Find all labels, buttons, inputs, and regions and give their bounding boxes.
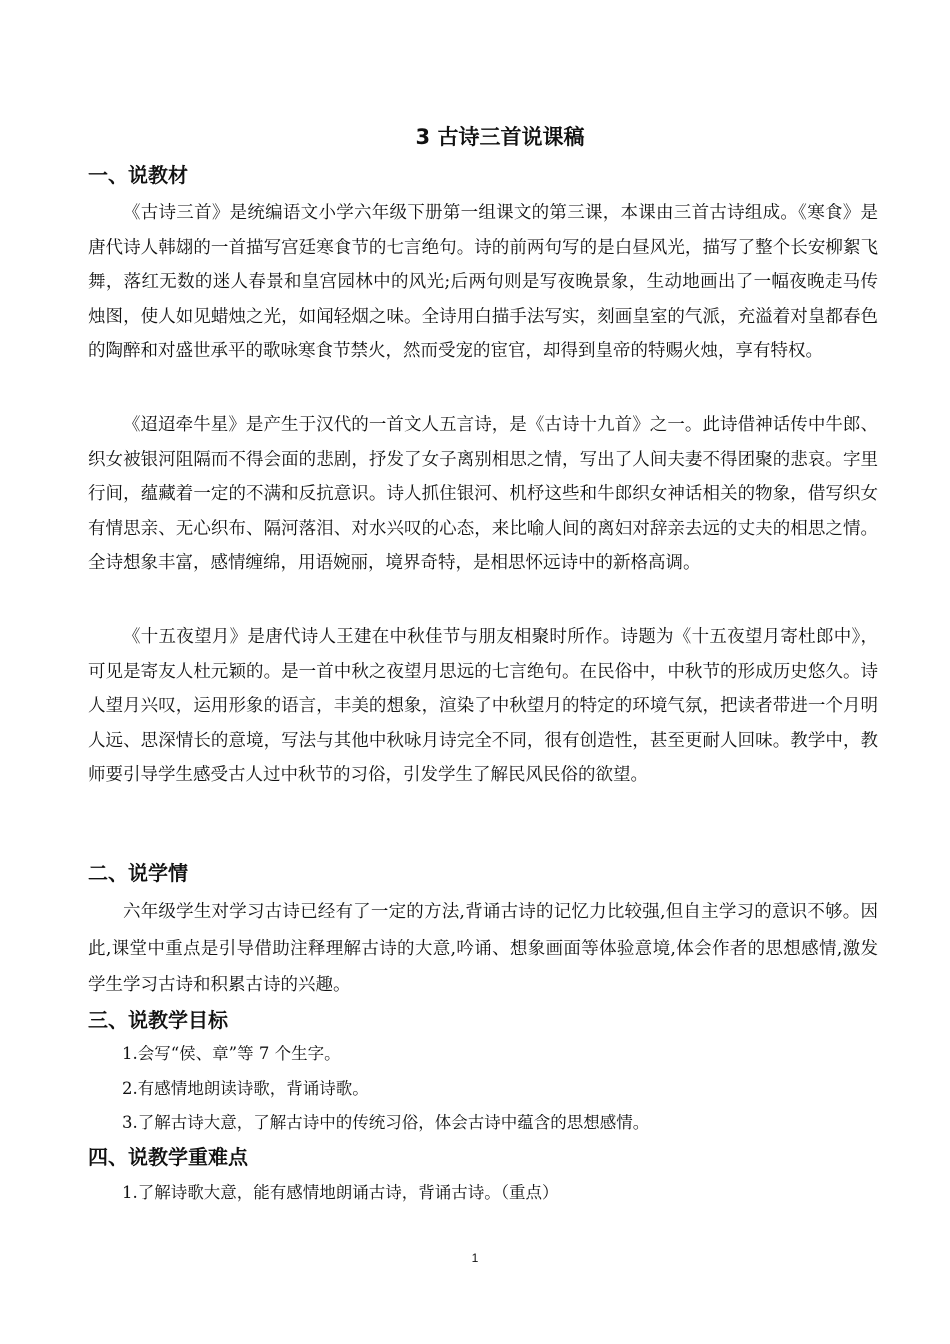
section-heading-key-points: 四、说教学重难点 bbox=[88, 1145, 248, 1169]
section-heading-students: 二、说学情 bbox=[88, 861, 188, 885]
page-number: 1 bbox=[471, 1251, 479, 1265]
paragraph-shiwuye: 《十五夜望月》是唐代诗人王建在中秋佳节与朋友相聚时所作。诗题为《十五夜望月寄杜郎中》，可见是寄友人杜元颖的。是一首中秋之夜望月思远的七言绝句。在民俗中，中秋节的形成历史悠久。诗人望月兴叹，运用形象的语言，丰美的想象，渲染了中秋望月的特定的环境气氛，把读者带进一个月明人远、思深情长的意境，写法与其他中秋咏月诗完全不同，很有创造性，甚至更耐人回味。教学中，教师要引导学生感受古人过中秋节的习俗，引发学生了解民风民俗的欲望。 bbox=[88, 627, 878, 785]
page-title: 3 古诗三首说课稿 bbox=[415, 125, 585, 149]
goal-item-1: 1.会写“侯、章”等 7 个生字。 bbox=[122, 1044, 341, 1063]
section-heading-goals: 三、说教学目标 bbox=[88, 1008, 228, 1032]
paragraph-students: 六年级学生对学习古诗已经有了一定的方法,背诵古诗的记忆力比较强,但自主学习的意识不够。因此,课堂中重点是引导借助注释理解古诗的大意,吟诵、想象画面等体验意境,体会作者的思想感情,激发学生学习古诗和积累古诗的兴趣。 bbox=[88, 902, 878, 995]
paragraph-tiaotiao: 《迢迢牵牛星》是产生于汉代的一首文人五言诗，是《古诗十九首》之一。此诗借神话传中牛郎、织女被银河阻隔而不得会面的悲剧，抒发了女子离别相思之情，写出了人间夫妻不得团聚的悲哀。字里行间，蕴藏着一定的不满和反抗意识。诗人抓住银河、机杼这些和牛郎织女神话相关的物象，借写织女有情思亲、无心织布、隔河落泪、对水兴叹的心态，来比喻人间的离妇对辞亲去远的丈夫的相思之情。全诗想象丰富，感情缠绵，用语婉丽，境界奇特，是相思怀远诗中的新格高调。 bbox=[88, 415, 878, 573]
key-point-item-1: 1.了解诗歌大意，能有感情地朗诵古诗，背诵古诗。（重点） bbox=[122, 1183, 559, 1202]
paragraph-hanshi: 《古诗三首》是统编语文小学六年级下册第一组课文的第三课，本课由三首古诗组成。《寒食》是唐代诗人韩翃的一首描写宫廷寒食节的七言绝句。诗的前两句写的是白昼风光，描写了整个长安柳絮飞舞，落红无数的迷人春景和皇宫园林中的风光;后两句则是写夜晚景象，生动地画出了一幅夜晚走马传烛图，使人如见蜡烛之光，如闻轻烟之味。全诗用白描手法写实，刻画皇室的气派，充溢着对皇都春色的陶醉和对盛世承平的歌咏寒食节禁火，然而受宠的宦官，却得到皇帝的特赐火烛，享有特权。 bbox=[88, 203, 878, 361]
section-heading-textbook: 一、说教材 bbox=[88, 163, 188, 187]
goal-item-2: 2.有感情地朗读诗歌，背诵诗歌。 bbox=[122, 1079, 369, 1098]
goal-item-3: 3.了解古诗大意，了解古诗中的传统习俗，体会古诗中蕴含的思想感情。 bbox=[122, 1113, 650, 1132]
